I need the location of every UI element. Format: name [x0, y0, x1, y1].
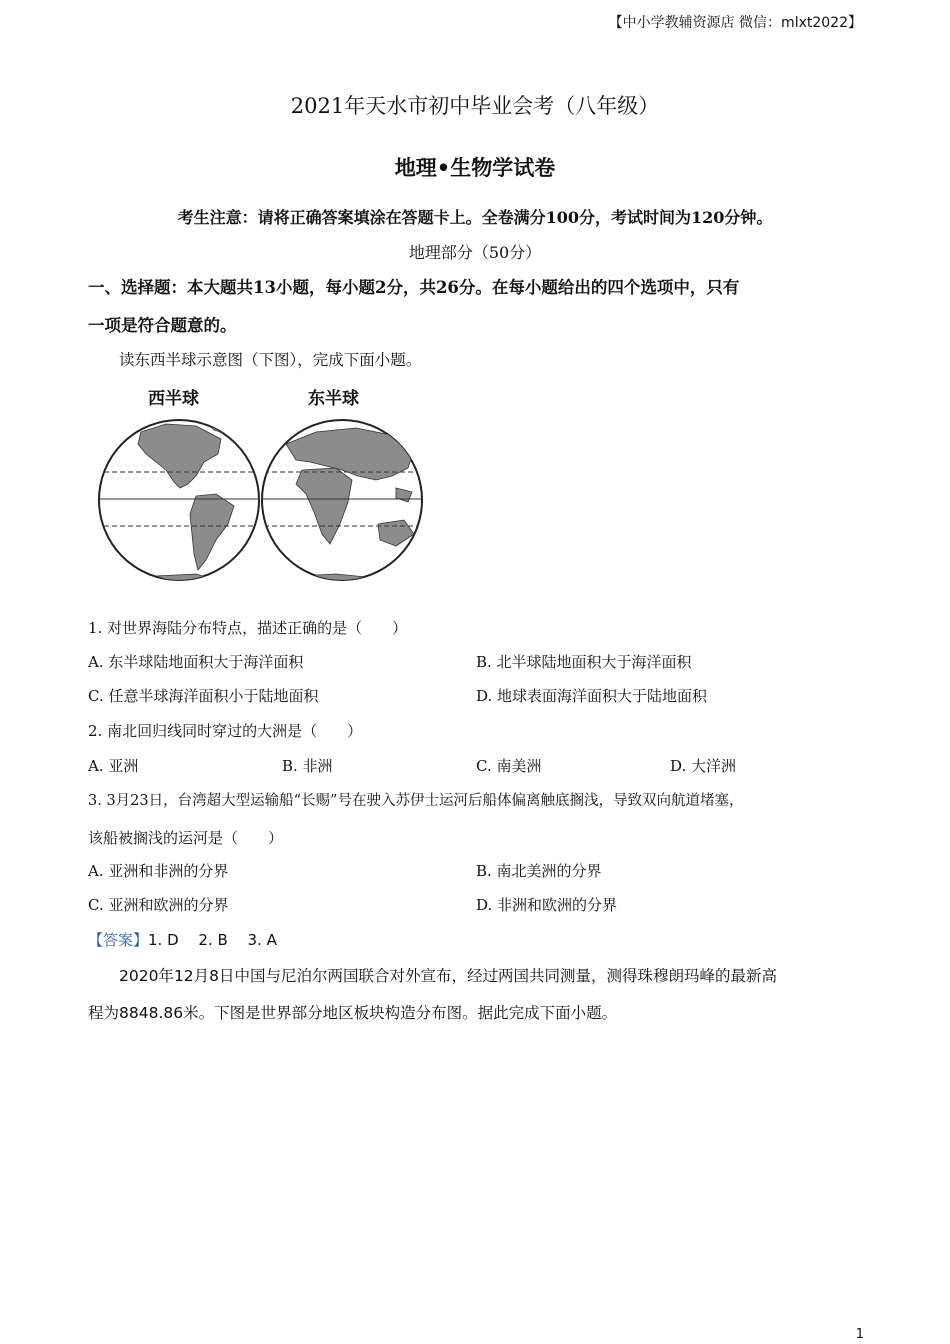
question-1-option-c: C. 任意半球海洋面积小于陆地面积: [88, 687, 319, 705]
question-1-stem: 1. 对世界海陆分布特点，描述正确的是（ ）: [88, 619, 408, 637]
question-3-option-a: A. 亚洲和非洲的分界: [88, 862, 229, 880]
answer-tag: 【答案】: [88, 931, 149, 949]
part-one-line2: 一项是符合题意的。: [88, 316, 237, 335]
question-1-option-d: D. 地球表面海洋面积大于陆地面积: [476, 687, 708, 705]
exam-title: 2021年天水市初中毕业会考（八年级）: [290, 94, 660, 118]
hemisphere-map: [96, 384, 428, 596]
question-1-option-a: A. 东半球陆地面积大于海洋面积: [88, 653, 304, 671]
question-3-stem-line1: 3. 3月23日，台湾超大型运输船“长赐”号在驶入苏伊士运河后船体偏离触底搁浅，导致双向航道堵塞，: [88, 793, 744, 809]
question-2-option-a: A. 亚洲: [88, 757, 139, 775]
part-one-line1: 一、选择题：本大题共13小题，每小题2分，共26分。在每小题给出的四个选项中，只有: [88, 278, 740, 297]
question-2-stem: 2. 南北回归线同时穿过的大洲是（ ）: [88, 722, 363, 740]
intro-map-question: 读东西半球示意图（下图），完成下面小题。: [119, 351, 422, 369]
question-2-option-d: D. 大洋洲: [670, 757, 737, 775]
question-1-option-b: B. 北半球陆地面积大于海洋面积: [476, 653, 692, 671]
section-title: 地理部分（50分）: [408, 243, 542, 262]
answer-text: 1. D 2. B 3. A: [148, 931, 277, 949]
candidate-notice: 考生注意：请将正确答案填涂在答题卡上。全卷满分100分，考试时间为120分钟。: [177, 208, 773, 227]
answer-line: [88, 929, 277, 950]
intro-plate-line2: 程为8848.86米。下图是世界部分地区板块构造分布图。据此完成下面小题。: [88, 1004, 618, 1022]
intro-plate-line1: 2020年12月8日中国与尼泊尔两国联合对外宣布，经过两国共同测量，测得珠穆朗玛峰的最新高: [119, 967, 778, 985]
hemisphere-map-graphic: [96, 384, 428, 596]
question-3-option-b: B. 南北美洲的分界: [476, 862, 602, 880]
question-2-option-b: B. 非洲: [282, 757, 333, 775]
west-hemisphere-label: 西半球: [148, 389, 199, 409]
header-note: 【中小学教辅资源店 微信：mlxt2022】: [608, 15, 862, 31]
question-3-stem-line2: 该船被搁浅的运河是（ ）: [88, 829, 284, 847]
question-3-option-c: C. 亚洲和欧洲的分界: [88, 896, 229, 914]
question-2-option-c: C. 南美洲: [476, 757, 542, 775]
east-hemisphere-label: 东半球: [308, 389, 359, 409]
question-3-option-d: D. 非洲和欧洲的分界: [476, 896, 618, 914]
page-number: 1: [855, 1327, 864, 1342]
exam-subtitle: 地理•生物学试卷: [394, 155, 556, 180]
